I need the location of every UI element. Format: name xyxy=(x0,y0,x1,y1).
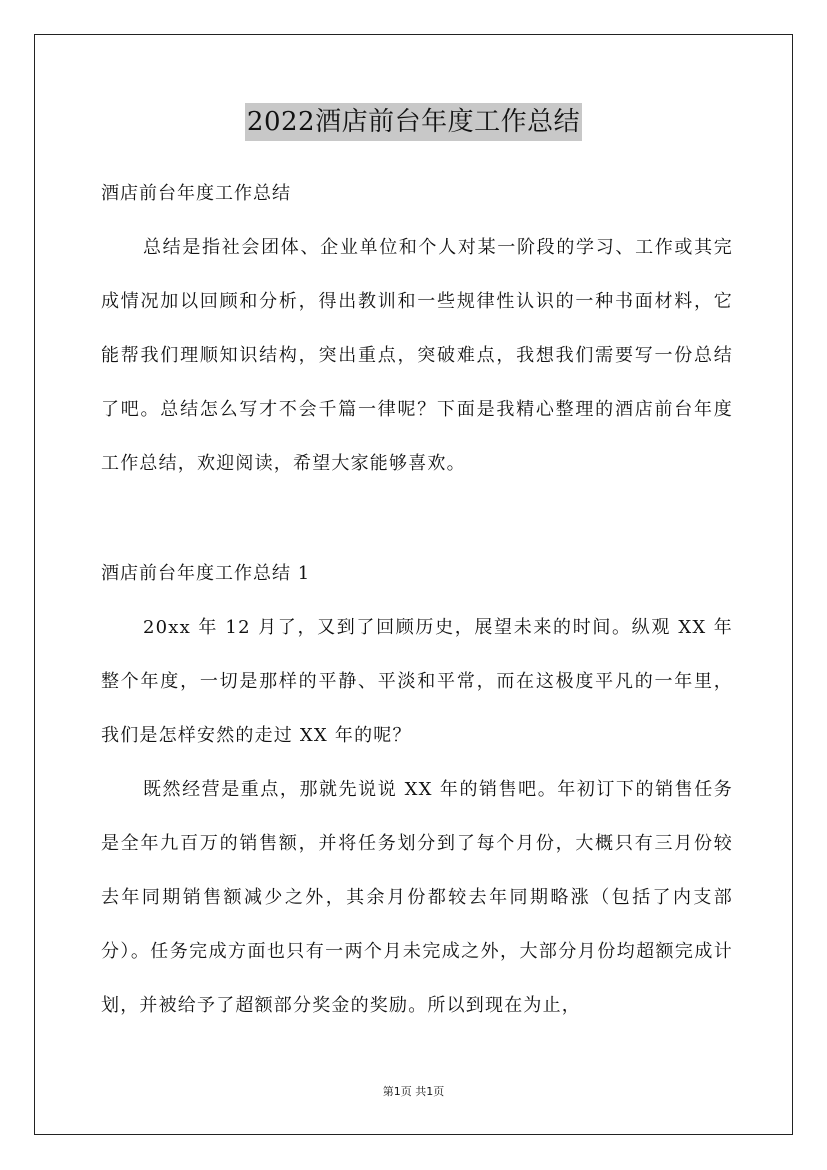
page-footer: 第1页 共1页 xyxy=(382,1085,445,1098)
section1-paragraph-2: 既然经营是重点，那就先说说 XX 年的销售吧。年初订下的销售任务是全年九百万的销售额，并将任务划分到了每个月份，大概只有三月份较去年同期销售额减少之外，其余月份都较去年同期略涨（包括了内支部分）。任务完成方面也只有一两个月未完成之外，大部分月份均超额完成计划，并被给予了超额部分奖金的奖励。所以到现在为止， xyxy=(101,779,733,1016)
section1-paragraph-1: 20xx 年 12 月了，又到了回顾历史，展望未来的时间。纵观 XX 年整个年度，一切是那样的平静、平淡和平常，而在这极度平凡的一年里，我们是怎样安然的走过 XX 年的呢？ xyxy=(101,617,733,746)
document-title: 2022酒店前台年度工作总结 xyxy=(245,103,582,141)
section1-heading: 酒店前台年度工作总结 1 xyxy=(101,563,311,584)
intro-paragraph: 总结是指社会团体、企业单位和个人对某一阶段的学习、工作或其完成情况加以回顾和分析，得出教训和一些规律性认识的一种书面材料，它能帮我们理顺知识结构，突出重点，突破难点，我想我们需要写一份总结了吧。总结怎么写才不会千篇一律呢？下面是我精心整理的酒店前台年度工作总结，欢迎阅读，希望大家能够喜欢。 xyxy=(101,237,733,474)
intro-heading: 酒店前台年度工作总结 xyxy=(101,183,291,204)
title-container xyxy=(0,103,827,141)
